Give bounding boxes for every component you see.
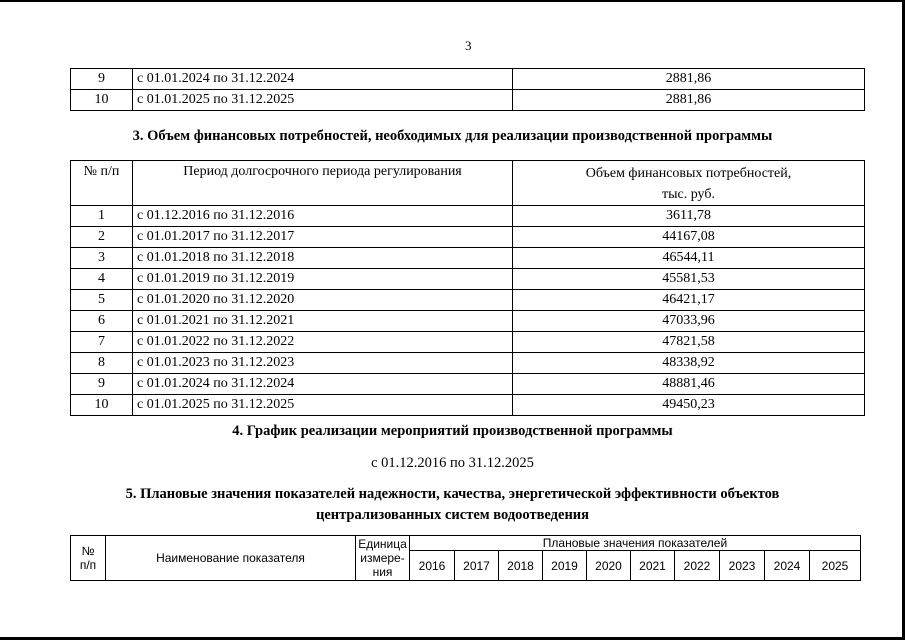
row-period: с 01.01.2025 по 31.12.2025 xyxy=(133,395,513,416)
year-cell: 2025 xyxy=(810,551,861,581)
table-row xyxy=(71,248,865,269)
row-period: с 01.12.2016 по 31.12.2016 xyxy=(133,206,513,227)
header-unit-line2: измере- xyxy=(360,551,405,565)
row-number: 10 xyxy=(71,395,133,416)
row-period: с 01.01.2024 по 31.12.2024 xyxy=(133,374,513,395)
row-period: с 01.01.2022 по 31.12.2022 xyxy=(133,332,513,353)
header-value xyxy=(513,161,865,206)
header-number-line2: п/п xyxy=(79,558,97,572)
row-period: с 01.01.2017 по 31.12.2017 xyxy=(133,227,513,248)
table-row xyxy=(71,353,865,374)
year-cell: 2018 xyxy=(499,551,543,581)
header-value-line2: тыс. руб. xyxy=(662,187,715,202)
year-cell: 2019 xyxy=(543,551,587,581)
row-value: 2881,86 xyxy=(513,69,865,90)
row-period: с 01.01.2024 по 31.12.2024 xyxy=(133,69,513,90)
year-cell: 2016 xyxy=(410,551,455,581)
section3-title: 3. Объем финансовых потребностей, необходимых для реализации производственной программы xyxy=(132,128,773,144)
row-period: с 01.01.2025 по 31.12.2025 xyxy=(133,90,513,111)
header-number-line1: № xyxy=(81,544,95,558)
row-value: 47821,58 xyxy=(513,332,865,353)
row-value: 46421,17 xyxy=(513,290,865,311)
section4-title: 4. График реализации мероприятий производственной программы xyxy=(232,423,673,439)
header-period: Период долгосрочного периода регулирования xyxy=(133,161,513,206)
table-row xyxy=(71,332,865,353)
row-value: 48338,92 xyxy=(513,353,865,374)
header-name: Наименование показателя xyxy=(106,536,356,581)
year-cell: 2024 xyxy=(765,551,810,581)
row-value: 3611,78 xyxy=(513,206,865,227)
table-row xyxy=(71,269,865,290)
row-number: 1 xyxy=(71,206,133,227)
header-number: № п/п xyxy=(71,161,133,206)
table-row xyxy=(71,227,865,248)
row-period: с 01.01.2021 по 31.12.2021 xyxy=(133,311,513,332)
row-number: 4 xyxy=(71,269,133,290)
indicators-table xyxy=(70,535,861,581)
table-body xyxy=(71,161,865,416)
year-cell: 2022 xyxy=(675,551,720,581)
year-cell: 2021 xyxy=(631,551,675,581)
row-number: 9 xyxy=(71,374,133,395)
table-row xyxy=(71,395,865,416)
table-header-row xyxy=(71,161,865,206)
table-row xyxy=(71,206,865,227)
row-value: 46544,11 xyxy=(513,248,865,269)
row-number: 9 xyxy=(71,69,133,90)
header-unit-line3: ния xyxy=(372,565,393,579)
row-period: с 01.01.2018 по 31.12.2018 xyxy=(133,248,513,269)
row-period: с 01.01.2019 по 31.12.2019 xyxy=(133,269,513,290)
row-value: 2881,86 xyxy=(513,90,865,111)
row-value: 47033,96 xyxy=(513,311,865,332)
header-value-line1: Объем финансовых потребностей, xyxy=(585,166,792,181)
continuation-table xyxy=(70,68,865,111)
row-number: 8 xyxy=(71,353,133,374)
table-row xyxy=(71,290,865,311)
header-unit-line1: Единица xyxy=(358,537,407,551)
financial-needs-table xyxy=(70,160,865,416)
year-cell: 2017 xyxy=(455,551,499,581)
row-number: 3 xyxy=(71,248,133,269)
row-value: 44167,08 xyxy=(513,227,865,248)
section5-title-line1: 5. Плановые значения показателей надежности, качества, энергетической эффективности объектов xyxy=(125,486,780,502)
table-row xyxy=(71,374,865,395)
row-value: 45581,53 xyxy=(513,269,865,290)
row-period: с 01.01.2023 по 31.12.2023 xyxy=(133,353,513,374)
page-border xyxy=(0,0,905,2)
row-number: 10 xyxy=(71,90,133,111)
section5-title-line2: централизованных систем водоотведения xyxy=(315,507,589,523)
header-number xyxy=(71,536,106,581)
table-row xyxy=(71,90,865,111)
table-row xyxy=(71,69,865,90)
row-number: 5 xyxy=(71,290,133,311)
table-header-row xyxy=(71,536,861,551)
row-period: с 01.01.2020 по 31.12.2020 xyxy=(133,290,513,311)
section4-period: с 01.12.2016 по 31.12.2025 xyxy=(371,455,534,471)
year-cell: 2023 xyxy=(720,551,765,581)
year-cell: 2020 xyxy=(587,551,631,581)
row-number: 7 xyxy=(71,332,133,353)
table-body xyxy=(71,536,861,581)
row-number: 2 xyxy=(71,227,133,248)
page-number: 3 xyxy=(465,38,472,53)
row-number: 6 xyxy=(71,311,133,332)
row-value: 49450,23 xyxy=(513,395,865,416)
header-planned-values: Плановые значения показателей xyxy=(410,536,861,551)
table-row xyxy=(71,311,865,332)
row-value: 48881,46 xyxy=(513,374,865,395)
header-unit xyxy=(356,536,410,581)
table-body xyxy=(71,69,865,111)
